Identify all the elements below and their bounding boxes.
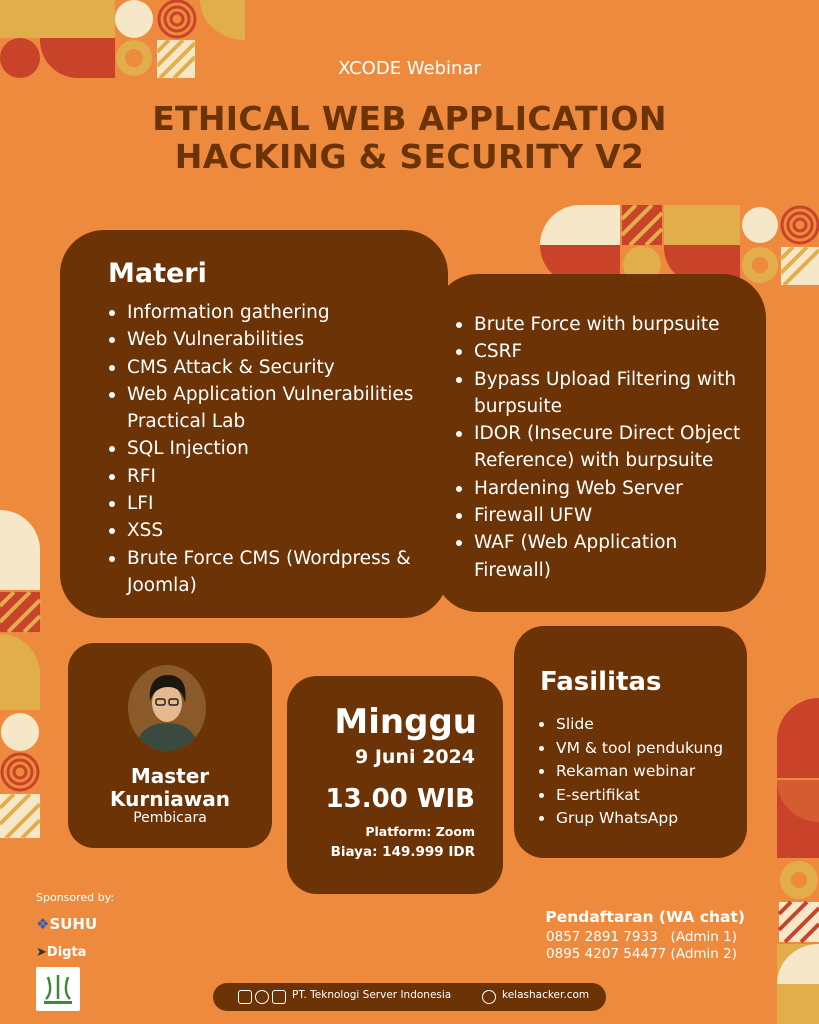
list-item: Rekaman webinar xyxy=(538,760,738,784)
list-item: WAF (Web Application Firewall) xyxy=(455,529,755,584)
youtube-icon[interactable] xyxy=(255,990,269,1004)
list-item: Web Application Vulnerabilities Practical Lab xyxy=(108,381,438,436)
sponsor-name: SUHU xyxy=(49,915,98,933)
list-item: Grup WhatsApp xyxy=(538,807,738,831)
decor-mid-right xyxy=(540,205,819,285)
sponsor-logo-digta xyxy=(36,945,86,960)
list-item: Hardening Web Server xyxy=(455,475,755,502)
speaker-avatar xyxy=(128,665,206,751)
footer-company: PT. Teknologi Server Indonesia xyxy=(292,989,452,1001)
list-item: CMS Attack & Security xyxy=(108,354,438,381)
speaker-name-line-1: Master xyxy=(130,764,210,788)
event-series-label: XCODE Webinar xyxy=(338,58,481,79)
registration-contact-2: 0895 4207 54477 (Admin 2) xyxy=(546,946,737,962)
sponsor-label: Sponsored by: xyxy=(36,891,115,904)
decor-right-edge xyxy=(777,698,819,1024)
materi-list-right xyxy=(455,311,755,584)
list-item: CSRF xyxy=(455,338,755,365)
list-item: Brute Force CMS (Wordpress & Joomla) xyxy=(108,545,438,600)
sponsor-logo-emblem xyxy=(36,967,80,1011)
decor-left-edge xyxy=(0,510,42,840)
instagram-icon[interactable] xyxy=(238,990,252,1004)
list-item: XSS xyxy=(108,517,438,544)
speaker-role: Pembicara xyxy=(133,810,207,826)
list-item: IDOR (Insecure Direct Object Reference) with burpsuite xyxy=(455,420,755,475)
materi-heading: Materi xyxy=(108,258,207,289)
emblem-icon xyxy=(36,967,80,1011)
list-item: Firewall UFW xyxy=(455,502,755,529)
person-icon xyxy=(128,665,206,751)
list-item: Information gathering xyxy=(108,299,438,326)
list-item: Slide xyxy=(538,713,738,737)
list-item: SQL Injection xyxy=(108,435,438,462)
speaker-name xyxy=(68,765,272,811)
event-day: Minggu xyxy=(334,702,477,742)
fasilitas-heading: Fasilitas xyxy=(540,667,662,697)
event-date: 9 Juni 2024 xyxy=(355,746,475,768)
globe-icon xyxy=(482,990,496,1004)
list-item: LFI xyxy=(108,490,438,517)
registration-contact-1: 0857 2891 7933 (Admin 1) xyxy=(546,929,737,945)
list-item: Brute Force with burpsuite xyxy=(455,311,755,338)
registration-title: Pendaftaran (WA chat) xyxy=(545,908,745,926)
speaker-name-line-2: Kurniawan xyxy=(109,787,231,811)
social-icons xyxy=(238,990,286,1004)
digta-logo-icon: ➤ xyxy=(36,945,47,960)
sponsor-logo-suhu xyxy=(36,915,97,933)
title-line-2: HACKING & SECURITY V2 xyxy=(174,137,645,176)
sponsor-name: Digta xyxy=(46,945,87,960)
list-item: RFI xyxy=(108,463,438,490)
list-item: Bypass Upload Filtering with burpsuite xyxy=(455,366,755,421)
fasilitas-list xyxy=(538,713,738,831)
footer-website-link[interactable]: kelashacker.com xyxy=(502,989,590,1001)
title-line-1: ETHICAL WEB APPLICATION xyxy=(152,99,667,138)
materi-list-left xyxy=(108,299,438,599)
event-time: 13.00 WIB xyxy=(325,784,475,814)
list-item: VM & tool pendukung xyxy=(538,737,738,761)
list-item: E-sertifikat xyxy=(538,784,738,808)
event-cost: Biaya: 149.999 IDR xyxy=(330,844,475,860)
linkedin-icon[interactable] xyxy=(272,990,286,1004)
page-title xyxy=(0,100,819,176)
list-item: Web Vulnerabilities xyxy=(108,326,438,353)
suhu-logo-icon: ❖ xyxy=(36,915,50,933)
event-platform: Platform: Zoom xyxy=(365,824,475,839)
